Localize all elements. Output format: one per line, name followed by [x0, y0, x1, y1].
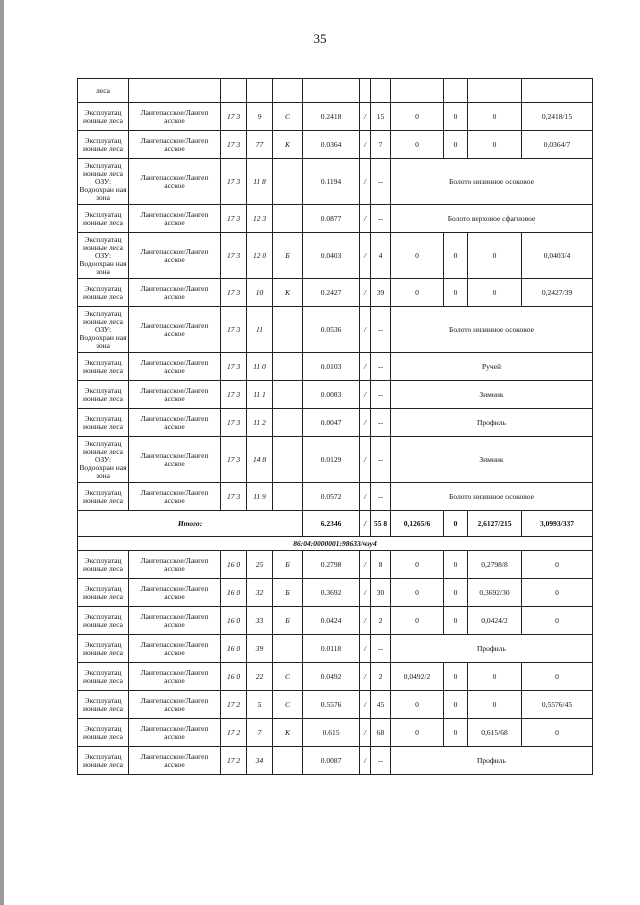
- kvartal-cell: 17 3: [221, 353, 247, 381]
- forestry-cell: Лангепасское/Лангеп асское: [129, 205, 221, 233]
- slash-cell: /: [360, 131, 371, 159]
- forestry-cell: Лангепасское/Лангеп асское: [129, 409, 221, 437]
- count-cell: --: [371, 483, 391, 511]
- area-cell: 0.615: [303, 719, 360, 747]
- area-cell: 0.0536: [303, 307, 360, 353]
- forestry-cell: Лангепасское/Лангеп асское: [129, 233, 221, 279]
- category-cell: Эксплуатац ионные леса: [78, 691, 129, 719]
- category-cell: Эксплуатац ионные леса: [78, 205, 129, 233]
- volume-cell: 0,5576/45: [522, 691, 593, 719]
- forestry-cell: Лангепасское/Лангеп асское: [129, 307, 221, 353]
- vydel-cell: 33: [247, 607, 273, 635]
- table-row: [78, 307, 593, 353]
- vydel-cell: 11: [247, 307, 273, 353]
- kvartal-cell: 17 3: [221, 437, 247, 483]
- slash-cell: /: [360, 747, 371, 775]
- volume-cell: 0: [444, 579, 468, 607]
- empty-cell: [371, 79, 391, 103]
- slash-cell: /: [360, 579, 371, 607]
- forestry-cell: Лангепасское/Лангеп асское: [129, 381, 221, 409]
- forestry-cell: Лангепасское/Лангеп асское: [129, 131, 221, 159]
- count-cell: 2: [371, 607, 391, 635]
- table-row: [78, 607, 593, 635]
- vydel-cell: 25: [247, 551, 273, 579]
- volume-cell: 0: [391, 607, 444, 635]
- forestry-cell: Лангепасское/Лангеп асское: [129, 551, 221, 579]
- empty-cell: [468, 79, 522, 103]
- count-cell: --: [371, 409, 391, 437]
- count-cell: --: [371, 381, 391, 409]
- count-cell: 4: [371, 233, 391, 279]
- volume-cell: 0: [391, 579, 444, 607]
- class-cell: Б: [273, 233, 303, 279]
- forestry-cell: Лангепасское/Лангеп асское: [129, 279, 221, 307]
- volume-cell: 0: [444, 663, 468, 691]
- volume-cell: 0: [522, 663, 593, 691]
- vydel-cell: 34: [247, 747, 273, 775]
- kvartal-cell: 17 3: [221, 381, 247, 409]
- vydel-cell: 11 0: [247, 353, 273, 381]
- table-row: [78, 719, 593, 747]
- count-cell: 45: [371, 691, 391, 719]
- kvartal-cell: 16 0: [221, 635, 247, 663]
- vydel-cell: 22: [247, 663, 273, 691]
- table-body: [78, 79, 593, 775]
- area-cell: 0.0129: [303, 437, 360, 483]
- category-cell: Эксплуатац ионные леса: [78, 747, 129, 775]
- kvartal-cell: 17 3: [221, 279, 247, 307]
- class-cell: Б: [273, 551, 303, 579]
- category-cell: Эксплуатац ионные леса: [78, 663, 129, 691]
- plot-label-row: [78, 537, 593, 551]
- count-cell: --: [371, 437, 391, 483]
- empty-cell: [221, 79, 247, 103]
- count-cell: 68: [371, 719, 391, 747]
- vydel-cell: 11 8: [247, 159, 273, 205]
- forestry-cell: Лангепасское/Лангеп асское: [129, 719, 221, 747]
- slash-cell: /: [360, 159, 371, 205]
- kvartal-cell: 16 0: [221, 607, 247, 635]
- area-cell: 0.0047: [303, 409, 360, 437]
- empty-cell: [391, 79, 444, 103]
- forestry-cell: Лангепасское/Лангеп асское: [129, 483, 221, 511]
- volume-cell: 0: [522, 551, 593, 579]
- table-row: [78, 483, 593, 511]
- class-cell: С: [273, 103, 303, 131]
- area-cell: 0.3692: [303, 579, 360, 607]
- volume-cell: 0: [391, 551, 444, 579]
- slash-cell: /: [360, 437, 371, 483]
- slash-cell: /: [360, 279, 371, 307]
- table-row: [78, 131, 593, 159]
- table-row: [78, 279, 593, 307]
- volume-cell: 0: [468, 233, 522, 279]
- table-row: [78, 409, 593, 437]
- slash-cell: /: [360, 551, 371, 579]
- volume-cell: 0,615/68: [468, 719, 522, 747]
- class-cell: [273, 635, 303, 663]
- volume-cell: 0,3692/30: [468, 579, 522, 607]
- count-cell: 2: [371, 663, 391, 691]
- forestry-cell: Лангепасское/Лангеп асское: [129, 691, 221, 719]
- land-type-cell: Профиль: [391, 747, 593, 775]
- vydel-cell: 12 3: [247, 205, 273, 233]
- area-cell: 0.1194: [303, 159, 360, 205]
- total-area: 6.2346: [303, 511, 360, 537]
- forestry-cell: Лангепасское/Лангеп асское: [129, 437, 221, 483]
- total-slash: /: [360, 511, 371, 537]
- class-cell: Б: [273, 579, 303, 607]
- slash-cell: /: [360, 409, 371, 437]
- class-cell: [273, 381, 303, 409]
- class-cell: [273, 307, 303, 353]
- category-cell: Эксплуатац ионные леса ОЗУ: Водоохран ная зона: [78, 233, 129, 279]
- volume-cell: 0: [522, 579, 593, 607]
- volume-cell: 0,2418/15: [522, 103, 593, 131]
- category-cell: Эксплуатац ионные леса: [78, 409, 129, 437]
- class-cell: [273, 437, 303, 483]
- land-type-cell: Зимник: [391, 381, 593, 409]
- page-edge-shadow: [0, 0, 4, 905]
- area-cell: 0.0118: [303, 635, 360, 663]
- class-cell: [273, 205, 303, 233]
- volume-cell: 0: [468, 103, 522, 131]
- empty-cell: [444, 79, 468, 103]
- count-cell: --: [371, 307, 391, 353]
- volume-cell: 0: [391, 131, 444, 159]
- slash-cell: /: [360, 307, 371, 353]
- area-cell: 0.0572: [303, 483, 360, 511]
- kvartal-cell: 17 3: [221, 159, 247, 205]
- land-type-cell: Профиль: [391, 409, 593, 437]
- empty-cell: [247, 79, 273, 103]
- table-row: [78, 79, 593, 103]
- class-cell: Б: [273, 607, 303, 635]
- land-type-cell: Профиль: [391, 635, 593, 663]
- volume-cell: 0: [391, 103, 444, 131]
- vydel-cell: 77: [247, 131, 273, 159]
- vydel-cell: 39: [247, 635, 273, 663]
- table-row: [78, 663, 593, 691]
- land-type-cell: Болото низинное осоковое: [391, 159, 593, 205]
- table-row: [78, 437, 593, 483]
- count-cell: --: [371, 353, 391, 381]
- slash-cell: /: [360, 483, 371, 511]
- empty-cell: [273, 79, 303, 103]
- forestry-cell: Лангепасское/Лангеп асское: [129, 747, 221, 775]
- count-cell: --: [371, 747, 391, 775]
- count-cell: --: [371, 159, 391, 205]
- vydel-cell: 14 8: [247, 437, 273, 483]
- table-row: [78, 691, 593, 719]
- volume-cell: 0,2798/8: [468, 551, 522, 579]
- category-cell: Эксплуатац ионные леса: [78, 483, 129, 511]
- kvartal-cell: 17 3: [221, 483, 247, 511]
- slash-cell: /: [360, 663, 371, 691]
- volume-cell: 0: [444, 233, 468, 279]
- class-cell: К: [273, 279, 303, 307]
- table-row: [78, 747, 593, 775]
- land-type-cell: Болото низинное осоковое: [391, 307, 593, 353]
- vydel-cell: 10: [247, 279, 273, 307]
- forestry-cell: Лангепасское/Лангеп асское: [129, 103, 221, 131]
- vydel-cell: 11 2: [247, 409, 273, 437]
- table-row: [78, 551, 593, 579]
- class-cell: К: [273, 131, 303, 159]
- total-count: 55 8: [371, 511, 391, 537]
- total-volume: 2,6127/215: [468, 511, 522, 537]
- volume-cell: 0: [444, 719, 468, 747]
- class-cell: [273, 353, 303, 381]
- slash-cell: /: [360, 381, 371, 409]
- volume-cell: 0: [444, 103, 468, 131]
- area-cell: 0.2427: [303, 279, 360, 307]
- class-cell: [273, 409, 303, 437]
- area-cell: 0.5576: [303, 691, 360, 719]
- land-type-cell: Болото низинное осоковое: [391, 483, 593, 511]
- category-cell: Эксплуатац ионные леса ОЗУ: Водоохран ная зона: [78, 437, 129, 483]
- kvartal-cell: 17 2: [221, 719, 247, 747]
- count-cell: --: [371, 635, 391, 663]
- count-cell: 7: [371, 131, 391, 159]
- table-row: [78, 159, 593, 205]
- table-row: [78, 635, 593, 663]
- kvartal-cell: 17 2: [221, 747, 247, 775]
- empty-cell: [360, 79, 371, 103]
- vydel-cell: 12 0: [247, 233, 273, 279]
- area-cell: 0.2798: [303, 551, 360, 579]
- volume-cell: 0: [444, 607, 468, 635]
- category-cell: Эксплуатац ионные леса: [78, 279, 129, 307]
- kvartal-cell: 16 0: [221, 663, 247, 691]
- forestry-cell: Лангепасское/Лангеп асское: [129, 353, 221, 381]
- volume-cell: 0,0424/2: [468, 607, 522, 635]
- empty-cell: [129, 79, 221, 103]
- kvartal-cell: 17 3: [221, 307, 247, 353]
- kvartal-cell: 17 2: [221, 691, 247, 719]
- area-cell: 0.0103: [303, 353, 360, 381]
- category-cell: Эксплуатац ионные леса: [78, 719, 129, 747]
- category-cell: Эксплуатац ионные леса ОЗУ: Водоохран ная зона: [78, 159, 129, 205]
- volume-cell: 0,2427/39: [522, 279, 593, 307]
- area-cell: 0.0403: [303, 233, 360, 279]
- slash-cell: /: [360, 353, 371, 381]
- forestry-cell: Лангепасское/Лангеп асское: [129, 635, 221, 663]
- category-cell: Эксплуатац ионные леса: [78, 635, 129, 663]
- total-label: Итого:: [78, 511, 303, 537]
- vydel-cell: 32: [247, 579, 273, 607]
- area-cell: 0.2418: [303, 103, 360, 131]
- forestry-cell: Лангепасское/Лангеп асское: [129, 663, 221, 691]
- area-cell: 0.0492: [303, 663, 360, 691]
- category-cell: Эксплуатац ионные леса ОЗУ: Водоохран ная зона: [78, 307, 129, 353]
- vydel-cell: 11 9: [247, 483, 273, 511]
- volume-cell: 0: [522, 607, 593, 635]
- volume-cell: 0: [444, 279, 468, 307]
- volume-cell: 0: [391, 719, 444, 747]
- kvartal-cell: 16 0: [221, 551, 247, 579]
- kvartal-cell: 17 3: [221, 205, 247, 233]
- vydel-cell: 5: [247, 691, 273, 719]
- land-type-cell: Ручей: [391, 353, 593, 381]
- total-row: [78, 511, 593, 537]
- category-cell: Эксплуатац ионные леса: [78, 103, 129, 131]
- class-cell: К: [273, 719, 303, 747]
- land-type-cell: Зимник: [391, 437, 593, 483]
- volume-cell: 0: [391, 279, 444, 307]
- kvartal-cell: 16 0: [221, 579, 247, 607]
- vydel-cell: 9: [247, 103, 273, 131]
- empty-cell: [303, 79, 360, 103]
- kvartal-cell: 17 3: [221, 409, 247, 437]
- category-cell: Эксплуатац ионные леса: [78, 353, 129, 381]
- total-volume: 0: [444, 511, 468, 537]
- kvartal-cell: 17 3: [221, 233, 247, 279]
- plot-label: 86:04:0000001:98633/чзу4: [78, 537, 593, 551]
- area-cell: 0.0083: [303, 381, 360, 409]
- area-cell: 0.0364: [303, 131, 360, 159]
- forest-table: [77, 78, 593, 775]
- empty-cell: [522, 79, 593, 103]
- count-cell: 15: [371, 103, 391, 131]
- category-cell: Эксплуатац ионные леса: [78, 551, 129, 579]
- table-row: [78, 353, 593, 381]
- volume-cell: 0,0403/4: [522, 233, 593, 279]
- volume-cell: 0: [391, 691, 444, 719]
- slash-cell: /: [360, 103, 371, 131]
- class-cell: [273, 159, 303, 205]
- volume-cell: 0,0492/2: [391, 663, 444, 691]
- count-cell: 8: [371, 551, 391, 579]
- count-cell: --: [371, 205, 391, 233]
- slash-cell: /: [360, 719, 371, 747]
- volume-cell: 0: [444, 131, 468, 159]
- slash-cell: /: [360, 607, 371, 635]
- count-cell: 30: [371, 579, 391, 607]
- volume-cell: 0: [522, 719, 593, 747]
- vydel-cell: 11 1: [247, 381, 273, 409]
- volume-cell: 0: [444, 691, 468, 719]
- class-cell: С: [273, 663, 303, 691]
- table-row: [78, 103, 593, 131]
- category-cell: Эксплуатац ионные леса: [78, 579, 129, 607]
- table-row: [78, 205, 593, 233]
- total-volume: 0,1265/6: [391, 511, 444, 537]
- slash-cell: /: [360, 635, 371, 663]
- table-row: [78, 381, 593, 409]
- total-volume: 3,0993/337: [522, 511, 593, 537]
- slash-cell: /: [360, 691, 371, 719]
- class-cell: [273, 747, 303, 775]
- area-cell: 0.0424: [303, 607, 360, 635]
- volume-cell: 0: [468, 279, 522, 307]
- volume-cell: 0: [468, 663, 522, 691]
- slash-cell: /: [360, 233, 371, 279]
- volume-cell: 0,0364/7: [522, 131, 593, 159]
- land-type-cell: Болото верховое сфагновое: [391, 205, 593, 233]
- area-cell: 0.0877: [303, 205, 360, 233]
- kvartal-cell: 17 3: [221, 131, 247, 159]
- page-number: 35: [313, 31, 327, 46]
- vydel-cell: 7: [247, 719, 273, 747]
- category-cell: леса: [78, 79, 129, 103]
- forestry-cell: Лангепасское/Лангеп асское: [129, 579, 221, 607]
- forestry-cell: Лангепасское/Лангеп асское: [129, 607, 221, 635]
- volume-cell: 0: [391, 233, 444, 279]
- table-row: [78, 579, 593, 607]
- category-cell: Эксплуатац ионные леса: [78, 607, 129, 635]
- table-row: [78, 233, 593, 279]
- class-cell: С: [273, 691, 303, 719]
- kvartal-cell: 17 3: [221, 103, 247, 131]
- count-cell: 39: [371, 279, 391, 307]
- area-cell: 0.0087: [303, 747, 360, 775]
- volume-cell: 0: [468, 691, 522, 719]
- category-cell: Эксплуатац ионные леса: [78, 381, 129, 409]
- class-cell: [273, 483, 303, 511]
- volume-cell: 0: [444, 551, 468, 579]
- slash-cell: /: [360, 205, 371, 233]
- forestry-cell: Лангепасское/Лангеп асское: [129, 159, 221, 205]
- category-cell: Эксплуатац ионные леса: [78, 131, 129, 159]
- volume-cell: 0: [468, 131, 522, 159]
